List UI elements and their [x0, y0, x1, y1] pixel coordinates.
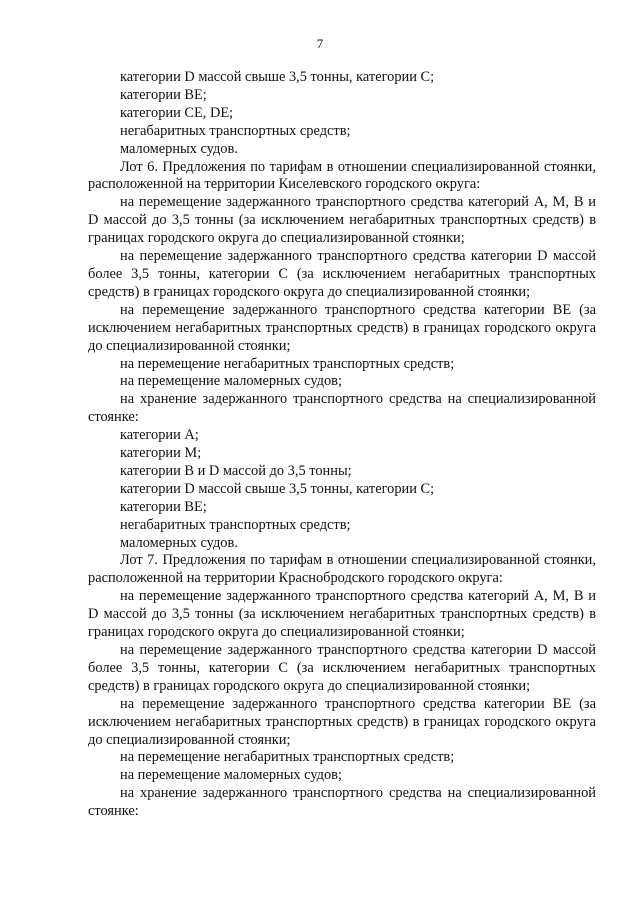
list-item-category-be: категории ВЕ;: [120, 86, 207, 103]
lot-6-move-d-c: на перемещение задержанного транспортного средства категории D массой более 3,5 тонны, категории С (за исключением негабаритных транспортных средств) в границах городского округа до специализированной стоянки;: [88, 248, 596, 300]
lot-6-move-a-m-b-d: на перемещение задержанного транспортного средства категорий А, М, В и D массой до 3,5 тонны (за исключением негабаритных транспортных средств) в границах городского округа до специализированной стоянки;: [88, 194, 596, 247]
page-number: 7: [316, 36, 324, 51]
lot-6-storage: на хранение задержанного транспортного средства на специализированной стоянке:: [88, 391, 596, 426]
list-item-category-ce-de: категории СЕ, DЕ;: [120, 104, 234, 121]
list-item-category-d-over: категории D массой свыше 3,5 тонны, категории С;: [120, 69, 435, 85]
lot-7-move-oversized: на перемещение негабаритных транспортных средств;: [120, 749, 455, 766]
lot-7-move-a-m-b-d: на перемещение задержанного транспортного средства категорий А, М, В и D массой до 3,5 тонны (за исключением негабаритных транспортных средств) в границах городского округа до специализированной стоянки;: [88, 588, 596, 641]
list-item-small-vessels-2: маломерных судов.: [120, 534, 238, 551]
list-item-small-vessels: маломерных судов.: [120, 140, 238, 157]
lot-6-heading: Лот 6. Предложения по тарифам в отношении специализированной стоянки, расположенной на территории Киселевского городского округа:: [88, 158, 596, 193]
list-item-category-d-over-c: категории D массой свыше 3,5 тонны, категории С;: [120, 480, 435, 497]
lot-7-move-small-vessels: на перемещение маломерных судов;: [120, 767, 342, 784]
list-item-category-be-2: категории ВЕ;: [120, 498, 207, 515]
list-item-category-b-d: категории В и D массой до 3,5 тонны;: [120, 462, 352, 479]
list-item-category-m: категории М;: [120, 445, 202, 462]
lot-7-storage: на хранение задержанного транспортного средства на специализированной стоянке:: [88, 785, 596, 820]
lot-7-move-be: на перемещение задержанного транспортного средства категории ВЕ (за исключением негабаритных транспортных средств) в границах городского округа до специализированной стоянки;: [88, 695, 596, 748]
list-item-category-a: категории А;: [120, 427, 199, 444]
document-body: [88, 69, 596, 821]
lot-7-heading: Лот 7. Предложения по тарифам в отношении специализированной стоянки, расположенной на территории Краснобродского городского округа:: [88, 552, 596, 587]
list-item-oversized: негабаритных транспортных средств;: [120, 122, 351, 139]
list-item-oversized-2: негабаритных транспортных средств;: [120, 516, 351, 533]
lot-6-move-be: на перемещение задержанного транспортного средства категории ВЕ (за исключением негабаритных транспортных средств) в границах городского округа до специализированной стоянки;: [88, 301, 596, 354]
lot-6-move-small-vessels: на перемещение маломерных судов;: [120, 373, 342, 390]
lot-6-move-oversized: на перемещение негабаритных транспортных средств;: [120, 355, 455, 372]
lot-7-move-d-c: на перемещение задержанного транспортного средства категории D массой более 3,5 тонны, категории С (за исключением негабаритных транспортных средств) в границах городского округа до специализированной стоянки;: [88, 642, 596, 694]
